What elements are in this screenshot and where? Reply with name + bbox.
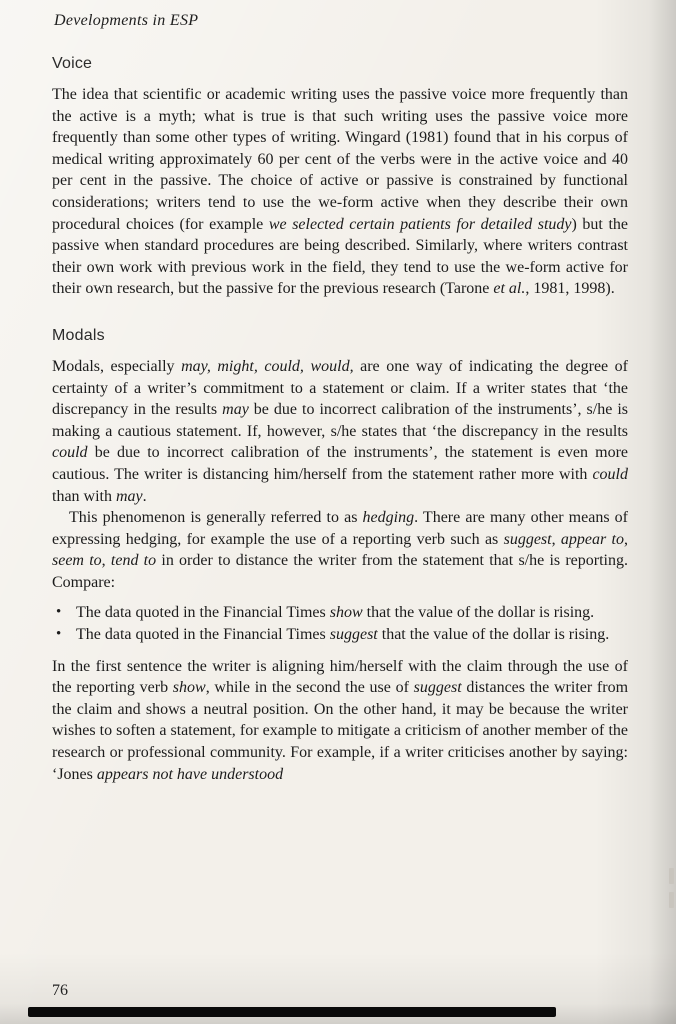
bullet-icon: •: [56, 626, 62, 643]
paragraph-voice: The idea that scientific or academic writing uses the passive voice more frequently than the active is a myth; what is true is that such writing uses the passive voice more frequently than some other types of writing. Wingard (1981) found that in his corpus of medical writing approximately 60 per cent of the verbs were in the active voice and 40 per cent in the passive. The choice of active or passive is constrained by functional considerations; writers tend to use the we-form active when they describe their own procedural choices (for example we selected certain patients for detailed study) but the passive when standard procedures are being described. Similarly, where writers contrast their own work with previous work in the field, they tend to use the we-form active for their own research, but the passive for the previous research (Tarone et al., 1981, 1998).: [52, 86, 628, 298]
bullet-text: The data quoted in the Financial Times show that the value of the dollar is rising.: [76, 604, 595, 622]
bullet-text: The data quoted in the Financial Times suggest that the value of the dollar is rising.: [76, 626, 610, 644]
paragraph-modals-3: In the first sentence the writer is aligning him/herself with the claim through the use of the reporting verb show, while in the second the use of suggest distances the writer from the claim and shows a neutral position. On the other hand, it may be because the writer wishes to soften a statement, for example to mitigate a criticism of another member of the research or professional community. For example, if a writer criticises another by saying: ‘Jones appears not have understood: [52, 657, 629, 783]
scan-mark-icon: [669, 868, 674, 884]
scan-mark-icon: [669, 892, 674, 908]
bullet-item: [52, 624, 628, 646]
paragraph-modals-2: This phenomenon is generally referred to as hedging. There are many other means of expressing hedging, for example the use of a reporting verb such as suggest, appear to, seem to, tend to in order to distance the writer from the statement that s/he is reporting. Compare:: [52, 509, 629, 591]
running-head: Developments in ESP: [54, 12, 199, 29]
scan-edge-artifact: [28, 1007, 556, 1017]
section-heading-modals: Modals: [52, 326, 105, 344]
bullet-item: [52, 602, 628, 624]
bullet-icon: •: [56, 604, 62, 621]
section-heading-voice: Voice: [52, 55, 93, 72]
page-number: 76: [52, 982, 68, 999]
paragraph-modals-1: Modals, especially may, might, could, would, are one way of indicating the degree of certainty of a writer’s commitment to a statement or claim. If a writer states that ‘the discrepancy in the results may be due to incorrect calibration of the instruments’, s/he is making a cautious statement. If, however, s/he states that ‘the discrepancy in the results could be due to incorrect calibration of the instruments’, the statement is even more cautious. The writer is distancing him/herself from the statement rather more with could than with may.: [52, 357, 629, 505]
bullet-list: [52, 602, 628, 645]
